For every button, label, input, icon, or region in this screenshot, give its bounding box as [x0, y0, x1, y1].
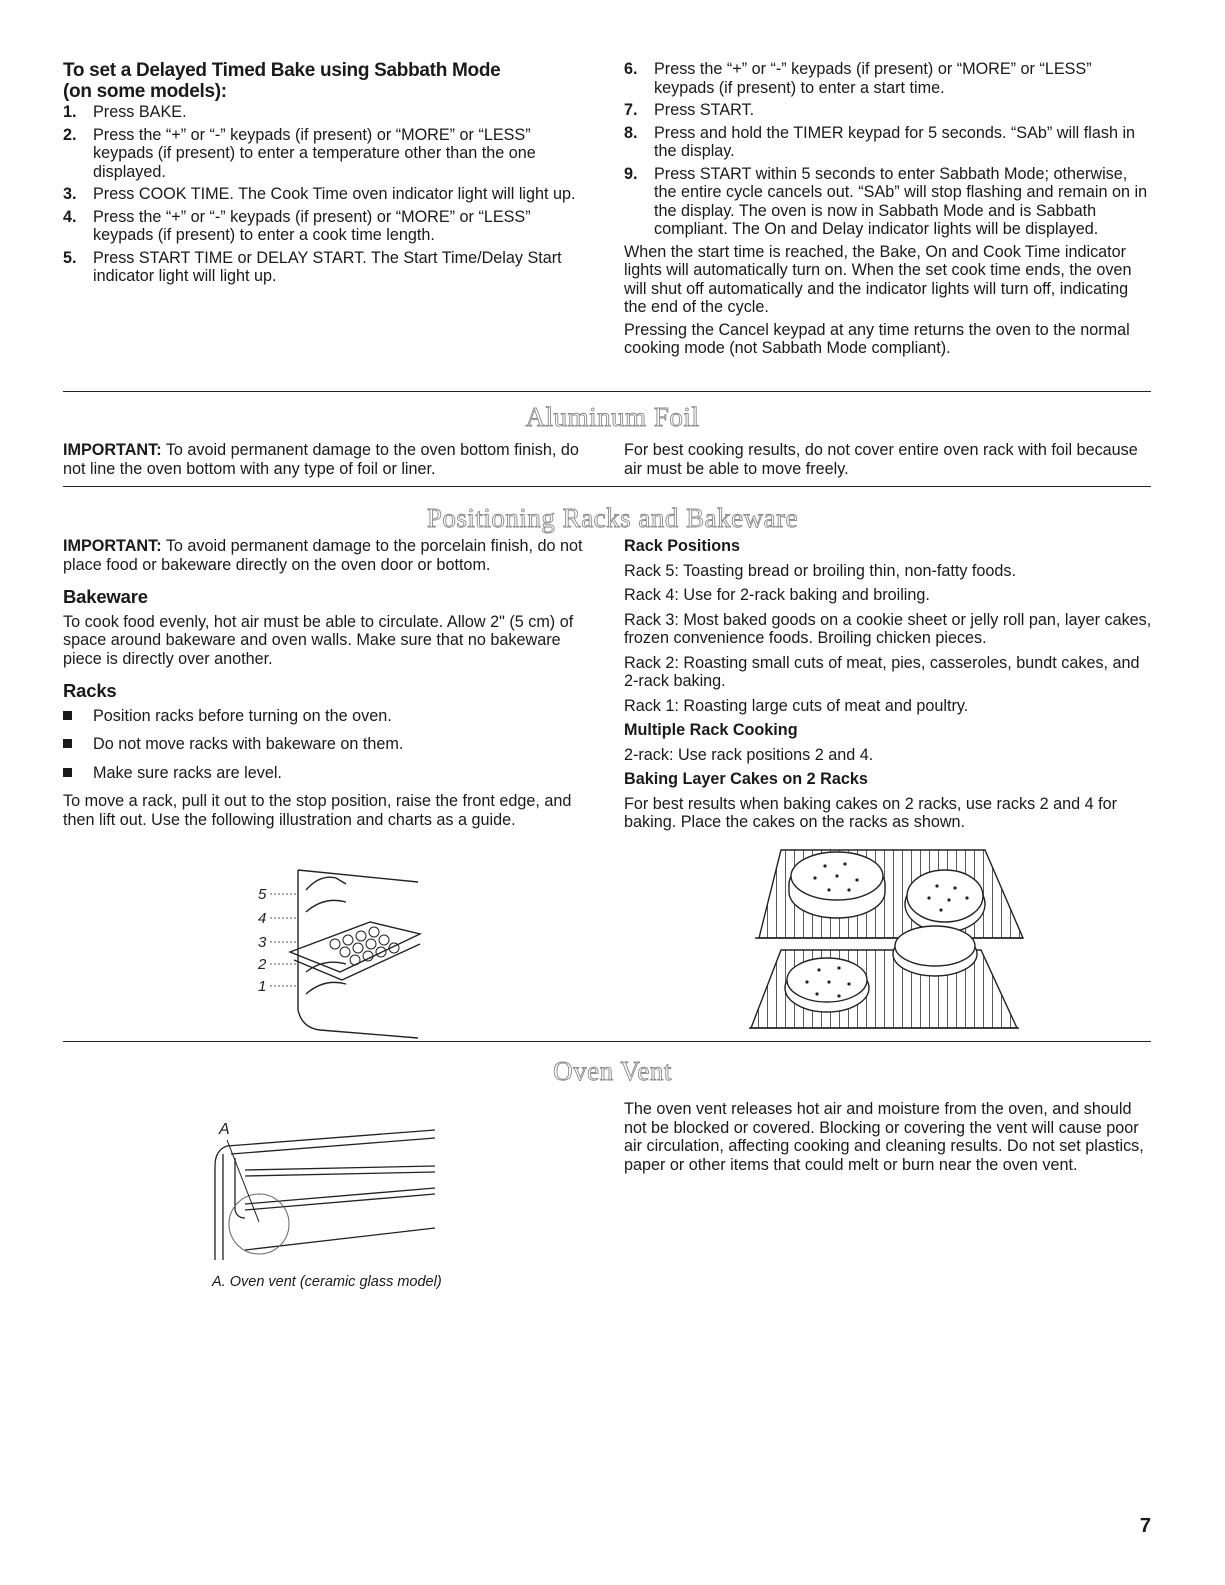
rack-position-item: Rack 5: Toasting bread or broiling thin, non-fatty foods.	[624, 561, 1017, 580]
step-item: 1. Press BAKE.	[63, 103, 187, 121]
step-item: 8. Press and hold the TIMER keypad for 5 seconds. “SAb” will flash in the display.	[624, 123, 1136, 160]
rack-label: 2	[258, 956, 267, 973]
racks-right-column	[624, 537, 1152, 838]
two-rack-cakes-illustration	[745, 842, 1030, 1037]
rack-position-item: Rack 1: Roasting large cuts of meat and poultry.	[624, 696, 969, 715]
important-label: IMPORTANT:	[63, 441, 162, 459]
rack-label: 1	[258, 978, 267, 995]
rack-positions-illustration	[250, 860, 430, 1040]
divider	[63, 391, 1151, 392]
step-item: 6. Press the “+” or “-” keypads (if present) or “MORE” or “LESS” keypads (if present) to enter a start time.	[624, 60, 1092, 97]
oven-vent-text: The oven vent releases hot air and moisture from the oven, and should not be blocked or covered. Blocking or covering the vent will cause poor air circulation, affecting cooking and cleaning results. Do not set plastics, paper or other items that could melt or burn near the oven vent.	[624, 1100, 1144, 1174]
list-item: Do not move racks with bakeware on them.	[63, 735, 603, 754]
racks-heading: Racks	[63, 680, 117, 701]
bakeware-heading: Bakeware	[63, 586, 148, 607]
step-item: 5. Press START TIME or DELAY START. The Start Time/Delay Start indicator light will light up.	[63, 248, 562, 285]
cancel-paragraph: Pressing the Cancel keypad at any time returns the oven to the normal cooking mode (not Sabbath Mode compliant).	[624, 320, 1130, 357]
page-number: 7	[1139, 1515, 1151, 1537]
oven-vent-caption: A. Oven vent (ceramic glass model)	[212, 1274, 442, 1290]
step-item: 9. Press START within 5 seconds to enter Sabbath Mode; otherwise, the entire cycle cancels out. “SAb” will stop flashing and remain on in the display. The oven is now in Sabbath Mode and is Sabbath compliant. The On and Delay indicator lights will be displayed.	[624, 164, 1148, 238]
foil-left-text: IMPORTANT: To avoid permanent damage to the oven bottom finish, do not line the oven bottom with any type of foil or liner.	[63, 441, 579, 478]
foil-right-text: For best cooking results, do not cover entire oven rack with foil because air must be able to move freely.	[624, 441, 1138, 478]
step-item: 7. Press START.	[624, 101, 755, 119]
step-item: 3. Press COOK TIME. The Cook Time oven indicator light will light up.	[63, 185, 576, 203]
delayed-bake-title: To set a Delayed Timed Bake using Sabbath Mode (on some models):	[63, 60, 501, 102]
vent-label-a: A	[219, 1121, 230, 1138]
delayed-bake-steps-1-5	[63, 103, 593, 286]
start-time-paragraph: When the start time is reached, the Bake, On and Cook Time indicator lights will automatically turn on. When the set cook time ends, the oven will shut off automatically and the indicator lights will turn off, indicating the end of the cycle.	[624, 242, 1132, 316]
divider	[63, 486, 1151, 487]
rack-label: 5	[258, 886, 267, 903]
layer-cakes-heading: Baking Layer Cakes on 2 Racks	[624, 770, 868, 788]
list-item: Position racks before turning on the oven.	[63, 707, 603, 726]
rack-label: 4	[258, 910, 267, 927]
rack-position-item: Rack 3: Most baked goods on a cookie sheet or jelly roll pan, layer cakes, frozen convenience foods. Broiling chicken pieces.	[624, 610, 1152, 647]
delayed-bake-left-column	[63, 60, 593, 290]
positioning-racks-heading: Positioning Racks and Bakeware	[426, 503, 799, 533]
rack-positions-heading: Rack Positions	[624, 537, 741, 555]
step-item: 2. Press the “+” or “-” keypads (if present) or “MORE” or “LESS” keypads (if present) to enter a temperature other than the one displayed.	[63, 125, 536, 181]
racks-bullets	[63, 707, 603, 783]
layer-cakes-text: For best results when baking cakes on 2 racks, use racks 2 and 4 for baking. Place the cakes on the racks as shown.	[624, 794, 1118, 831]
aluminum-foil-heading: Aluminum Foil	[525, 402, 700, 432]
racks-left-column: IMPORTANT: To avoid permanent damage to the porcelain finish, do not place food or bakeware directly on the oven door or bottom. Bakeware To cook food evenly, hot air must be able to circulate. Allow 2" (5 cm) of space around bakeware and oven walls. Make sure that no bakeware piece is directly over another. Racks Position racks before turning on the oven. Do not move racks with bakeware on them. Make sure racks are level. To move a rack, pull it out to the stop position, raise the front edge, and then lift out. Use the following illustration and charts as a guide.	[63, 537, 603, 833]
rack-position-item: Rack 4: Use for 2-rack baking and broiling.	[624, 586, 930, 604]
bakeware-text: To cook food evenly, hot air must be able to circulate. Allow 2" (5 cm) of space around bakeware and oven walls. Make sure that no bakeware piece is directly over another.	[63, 612, 574, 668]
rack-label: 3	[258, 934, 267, 951]
oven-vent-illustration	[205, 1110, 445, 1270]
step-item: 4. Press the “+” or “-” keypads (if present) or “MORE” or “LESS” keypads (if present) to enter a cook time length.	[63, 207, 531, 244]
delayed-bake-steps-6-9	[624, 60, 1152, 239]
oven-vent-heading: Oven Vent	[553, 1056, 672, 1086]
important-label: IMPORTANT:	[63, 537, 162, 555]
list-item: Make sure racks are level.	[63, 764, 603, 783]
move-rack-text: To move a rack, pull it out to the stop position, raise the front edge, and then lift out. Use the following illustration and charts as a guide.	[63, 792, 572, 829]
divider	[63, 1041, 1151, 1042]
multiple-rack-text: 2-rack: Use rack positions 2 and 4.	[624, 745, 874, 764]
delayed-bake-right-column	[624, 60, 1152, 362]
rack-position-item: Rack 2: Roasting small cuts of meat, pies, casseroles, bundt cakes, and 2-rack baking.	[624, 653, 1140, 690]
multiple-rack-heading: Multiple Rack Cooking	[624, 721, 798, 739]
